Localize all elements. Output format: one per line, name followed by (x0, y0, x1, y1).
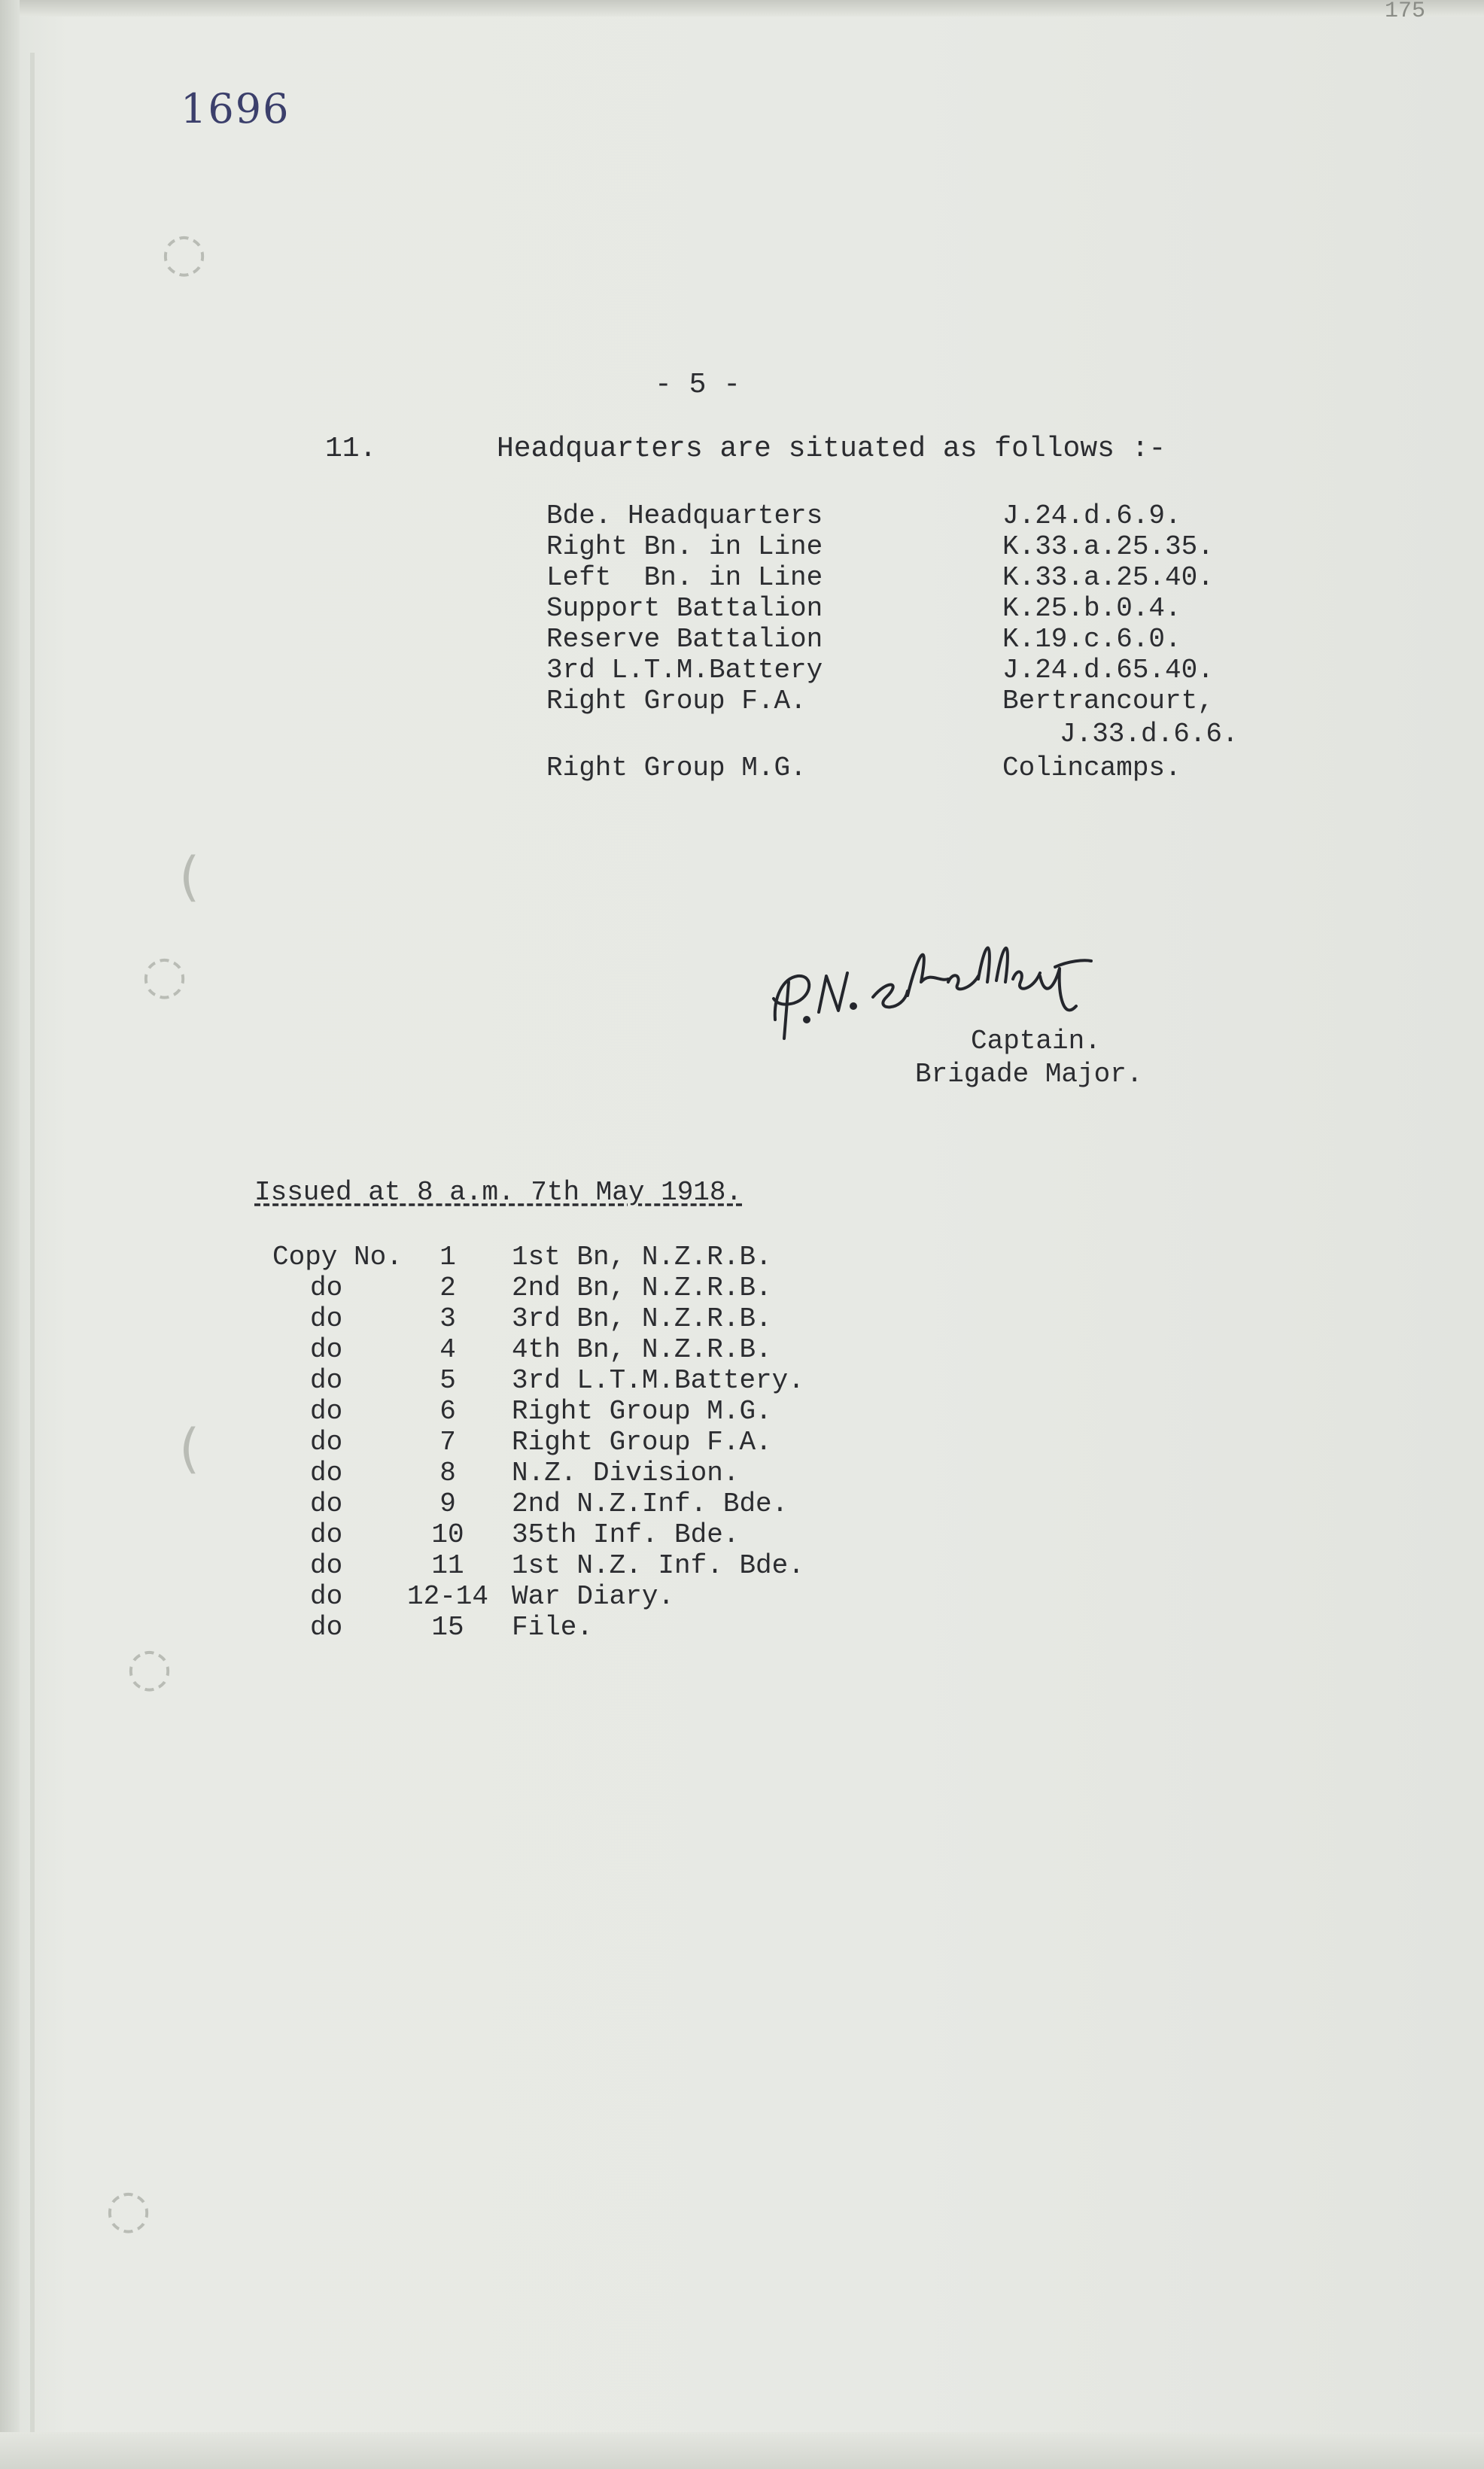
hq-unit: Right Bn. in Line (546, 531, 823, 562)
hq-unit: Support Battalion (546, 593, 823, 624)
issued-line: Issued at 8 a.m. 7th May 1918. (254, 1177, 743, 1208)
hq-row (0, 686, 1484, 717)
hq-unit: Bde. Headquarters (546, 500, 823, 531)
hq-location: J.24.d.65.40. (1002, 655, 1214, 686)
copy-recipient: 1st N.Z. Inf. Bde. (512, 1550, 804, 1581)
copy-number: 2 (439, 1273, 456, 1303)
hq-location-continuation: J.33.d.6.6. (1060, 719, 1239, 750)
hq-unit: Reserve Battalion (546, 624, 823, 655)
punch-hole-mark: ( (179, 1418, 200, 1479)
distribution-row (0, 1334, 1484, 1366)
hq-location: J.24.d.6.9. (1002, 500, 1181, 531)
copy-label: do (310, 1334, 343, 1365)
hq-location: K.19.c.6.0. (1002, 624, 1181, 655)
punch-hole-mark: ◌ (141, 944, 188, 1005)
section-number: 11. (325, 433, 377, 465)
punch-hole-mark: ( (179, 846, 200, 908)
page-number: - 5 - (655, 369, 741, 401)
copy-number: 7 (439, 1427, 456, 1458)
hq-row (0, 562, 1484, 594)
copy-recipient: 3rd L.T.M.Battery. (512, 1365, 804, 1396)
hq-location: K.25.b.0.4. (1002, 593, 1181, 624)
copy-recipient: 3rd Bn, N.Z.R.B. (512, 1303, 772, 1334)
copy-number: 15 (431, 1612, 464, 1643)
copy-number: 6 (439, 1396, 456, 1427)
copy-number: 9 (439, 1488, 456, 1519)
copy-label: do (310, 1458, 343, 1488)
hq-row (0, 624, 1484, 655)
punch-hole-mark: ◌ (126, 1636, 173, 1698)
copy-number: 3 (439, 1303, 456, 1334)
hq-row (0, 753, 1484, 784)
distribution-row (0, 1581, 1484, 1613)
hq-location: Bertrancourt, (1002, 686, 1214, 716)
copy-label: do (310, 1581, 343, 1612)
hq-unit: Left Bn. in Line (546, 562, 823, 593)
copy-label: do (310, 1273, 343, 1303)
hq-unit: 3rd L.T.M.Battery (546, 655, 823, 686)
copy-recipient: Right Group F.A. (512, 1427, 772, 1458)
copy-number: 12-14 (406, 1581, 489, 1612)
copy-recipient: N.Z. Division. (512, 1458, 740, 1488)
corner-mark: 175 (1385, 0, 1426, 24)
hq-row (0, 655, 1484, 686)
hq-location: K.33.a.25.35. (1002, 531, 1214, 562)
distribution-row (0, 1612, 1484, 1643)
copy-recipient: 2nd N.Z.Inf. Bde. (512, 1488, 789, 1519)
copy-recipient: 35th Inf. Bde. (512, 1519, 740, 1550)
distribution-row (0, 1365, 1484, 1397)
distribution-row (0, 1519, 1484, 1551)
distribution-row (0, 1303, 1484, 1335)
paper-top-edge (0, 0, 1484, 17)
distribution-row (0, 1396, 1484, 1428)
copy-label: do (310, 1612, 343, 1643)
copy-label: do (310, 1427, 343, 1458)
copy-recipient: 4th Bn, N.Z.R.B. (512, 1334, 772, 1365)
copy-recipient: War Diary. (512, 1581, 675, 1612)
paper-left-edge (0, 0, 20, 2469)
copy-number: 5 (439, 1365, 456, 1396)
punch-hole-mark: ◌ (105, 2178, 152, 2239)
copy-label: do (310, 1303, 343, 1334)
signatory-appointment: Brigade Major. (915, 1059, 1143, 1090)
paper-bottom-edge (0, 2432, 1484, 2469)
copy-label: Copy No. (272, 1242, 403, 1273)
distribution-row (0, 1488, 1484, 1520)
section-heading: Headquarters are situated as follows :- (497, 433, 1166, 465)
distribution-row (0, 1242, 1484, 1273)
hq-row (0, 531, 1484, 563)
copy-recipient: Right Group M.G. (512, 1396, 772, 1427)
distribution-row (0, 1273, 1484, 1304)
distribution-row (0, 1550, 1484, 1582)
copy-number: 8 (439, 1458, 456, 1488)
punch-hole-mark: ◌ (161, 221, 208, 283)
copy-number: 1 (439, 1242, 456, 1273)
copy-recipient: 1st Bn, N.Z.R.B. (512, 1242, 772, 1273)
hq-location: K.33.a.25.40. (1002, 562, 1214, 593)
copy-label: do (310, 1519, 343, 1550)
copy-number: 4 (439, 1334, 456, 1365)
copy-label: do (310, 1488, 343, 1519)
hq-unit: Right Group F.A. (546, 686, 807, 716)
copy-label: do (310, 1550, 343, 1581)
copy-number: 10 (431, 1519, 464, 1550)
distribution-row (0, 1427, 1484, 1458)
hq-row (0, 593, 1484, 625)
copy-label: do (310, 1365, 343, 1396)
copy-number: 11 (431, 1550, 464, 1581)
copy-recipient: 2nd Bn, N.Z.R.B. (512, 1273, 772, 1303)
copy-recipient: File. (512, 1612, 594, 1643)
hq-row (0, 500, 1484, 532)
hq-unit: Right Group M.G. (546, 753, 807, 783)
copy-label: do (310, 1396, 343, 1427)
signatory-rank: Captain. (971, 1026, 1101, 1057)
distribution-row (0, 1458, 1484, 1489)
hq-location: Colincamps. (1002, 753, 1181, 783)
archive-stamp: 1696 (181, 85, 290, 132)
